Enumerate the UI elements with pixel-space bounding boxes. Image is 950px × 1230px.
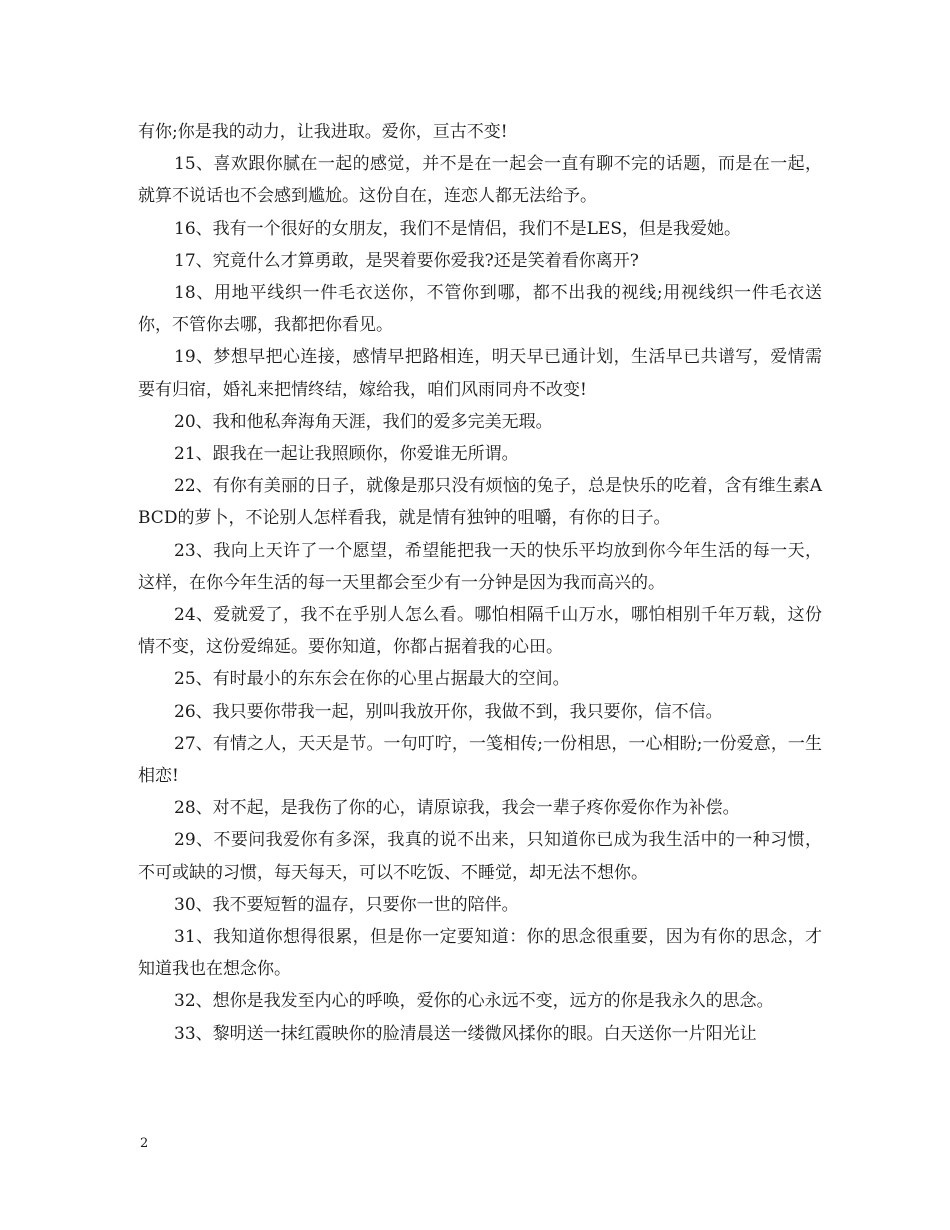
paragraph: 26、我只要你带我一起，别叫我放开你，我做不到，我只要你，信不信。 — [174, 701, 723, 722]
paragraph: 21、跟我在一起让我照顾你，你爱谁无所谓。 — [174, 444, 519, 465]
paragraph: 19、梦想早把心连接，感情早把路相连，明天早已通计划，生活早已共谱写，爱情需要有归宿，婚礼来把情终结，嫁给我，咱们风雨同舟不改变! — [138, 347, 822, 400]
paragraph: 23、我向上天许了一个愿望，希望能把我一天的快乐平均放到你今年生活的每一天，这样，在你今年生活的每一天里都会至少有一分钟是因为我而高兴的。 — [138, 540, 822, 593]
paragraph: 15、喜欢跟你腻在一起的感觉，并不是在一起会一直有聊不完的话题，而是在一起，就算不说话也不会感到尴尬。这份自在，连恋人都无法给予。 — [138, 154, 822, 207]
document-body — [138, 116, 822, 1050]
paragraph: 17、究竟什么才算勇敢，是哭着要你爱我?还是笑着看你离开? — [174, 250, 639, 271]
paragraph: 16、我有一个很好的女朋友，我们不是情侣，我们不是LES，但是我爱她。 — [174, 218, 741, 239]
paragraph: 33、黎明送一抹红霞映你的脸清晨送一缕微风揉你的眼。白天送你一片阳光让 — [174, 1023, 757, 1044]
paragraph: 有你;你是我的动力，让我进取。爱你，亘古不变! — [138, 122, 508, 142]
paragraph: 30、我不要短暂的温存，只要你一世的陪伴。 — [174, 894, 519, 915]
paragraph: 24、爱就爱了，我不在乎别人怎么看。哪怕相隔千山万水，哪怕相别千年万载，这份情不变，这份爱绵延。要你知道，你都占据着我的心田。 — [138, 605, 822, 658]
paragraph: 22、有你有美丽的日子，就像是那只没有烦恼的兔子，总是快乐的吃着，含有维生素ABCD的萝卜，不论别人怎样看我，就是情有独钟的咀嚼，有你的日子。 — [138, 476, 822, 529]
paragraph: 29、不要问我爱你有多深，我真的说不出来，只知道你已成为我生活中的一种习惯，不可或缺的习惯，每天每天，可以不吃饭、不睡觉，却无法不想你。 — [138, 830, 822, 883]
paragraph: 28、对不起，是我伤了你的心，请原谅我，我会一辈子疼你爱你作为补偿。 — [174, 798, 740, 819]
page-number: 2 — [140, 1136, 149, 1151]
paragraph: 27、有情之人，天天是节。一句叮咛，一笺相传;一份相思，一心相盼;一份爱意，一生相恋! — [138, 733, 822, 787]
paragraph: 25、有时最小的东东会在你的心里占据最大的空间。 — [174, 669, 570, 690]
paragraph: 18、用地平线织一件毛衣送你，不管你到哪，都不出我的视线;用视线织一件毛衣送你，不管你去哪，我都把你看见。 — [138, 283, 822, 336]
paragraph: 31、我知道你想得很累，但是你一定要知道：你的思念很重要，因为有你的思念，才知道我也在想念你。 — [138, 927, 822, 980]
paragraph: 32、想你是我发至内心的呼唤，爱你的心永远不变，远方的你是我永久的思念。 — [174, 991, 774, 1012]
paragraph: 20、我和他私奔海角天涯，我们的爱多完美无瑕。 — [174, 411, 553, 432]
